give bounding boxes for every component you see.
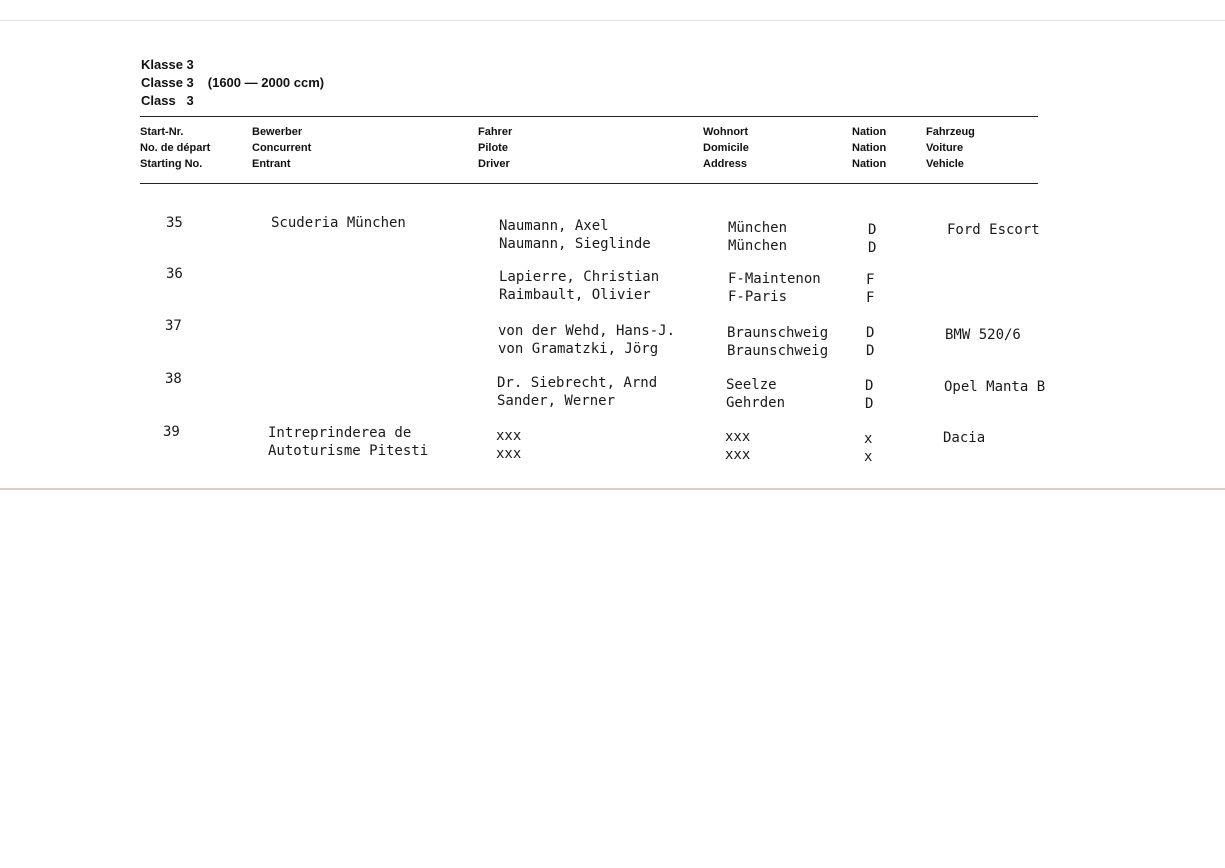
header-bottom-rule xyxy=(140,183,1038,184)
addresses xyxy=(726,376,785,412)
drivers xyxy=(499,217,651,253)
column-header-de: Bewerber xyxy=(252,126,303,138)
nation: x xyxy=(864,449,873,465)
column-header-start-no xyxy=(140,124,210,172)
driver-name: Raimbault, Olivier xyxy=(499,287,651,303)
nations xyxy=(868,221,876,257)
entrant xyxy=(271,214,406,232)
entrant-line: Autoturisme Pitesti xyxy=(268,443,429,459)
start-number: 39 xyxy=(163,424,180,440)
driver-name: Dr. Siebrecht, Arnd xyxy=(497,375,658,391)
column-header-de: Start-Nr. xyxy=(140,126,184,138)
column-header-fr: Domicile xyxy=(703,142,749,154)
column-header-en: Vehicle xyxy=(926,158,964,170)
start-number: 35 xyxy=(166,215,183,231)
drivers xyxy=(497,374,657,410)
driver-name: xxx xyxy=(496,428,522,444)
address: Gehrden xyxy=(726,395,786,411)
vehicle: Dacia xyxy=(943,430,986,446)
nations xyxy=(864,430,872,466)
address: xxx xyxy=(725,429,751,445)
nation: F xyxy=(866,290,875,306)
column-header-fr: Pilote xyxy=(478,142,508,154)
entrant xyxy=(268,424,428,460)
column-header-address xyxy=(703,124,749,172)
start-number: 36 xyxy=(166,266,183,282)
class-heading-en: Class 3 xyxy=(141,93,194,108)
column-header-fr: Nation xyxy=(852,142,887,154)
driver-name: Lapierre, Christian xyxy=(499,269,660,285)
class-heading-range: (1600 — 2000 ccm) xyxy=(207,75,325,90)
drivers xyxy=(499,268,659,304)
driver-name: von Gramatzki, Jörg xyxy=(498,341,659,357)
address: München xyxy=(728,238,788,254)
column-header-de: Nation xyxy=(852,126,887,138)
column-header-de: Fahrer xyxy=(478,126,513,138)
column-header-nation xyxy=(852,124,886,172)
addresses xyxy=(728,219,787,255)
column-header-vehicle xyxy=(926,124,975,172)
driver-name: Naumann, Sieglinde xyxy=(499,236,651,252)
nation: D xyxy=(866,325,875,341)
nations xyxy=(866,324,874,360)
address: Braunschweig xyxy=(727,343,829,359)
class-heading-de: Klasse 3 xyxy=(141,57,194,72)
address: Seelze xyxy=(726,377,777,393)
drivers xyxy=(498,322,675,358)
driver-name: xxx xyxy=(496,446,522,462)
address: München xyxy=(728,220,788,236)
vehicle: Opel Manta B xyxy=(944,379,1046,395)
nations xyxy=(866,271,874,307)
driver-name: Naumann, Axel xyxy=(499,218,609,234)
class-heading-fr xyxy=(141,74,324,92)
address: F-Paris xyxy=(728,289,788,305)
column-header-en: Address xyxy=(703,158,748,170)
entrant-line: Scuderia München xyxy=(271,215,406,231)
vehicle: Ford Escort xyxy=(947,222,1040,238)
address: xxx xyxy=(725,447,751,463)
column-header-fr: Voiture xyxy=(926,142,964,154)
class-heading-fr-label: Classe 3 xyxy=(141,75,194,90)
column-header-fr: No. de départ xyxy=(140,142,211,154)
nations xyxy=(865,377,873,413)
addresses xyxy=(725,428,750,464)
column-header-en: Starting No. xyxy=(140,158,203,170)
nation: x xyxy=(864,431,873,447)
page-fold-line xyxy=(0,488,1225,490)
nation: D xyxy=(865,378,874,394)
column-header-en: Entrant xyxy=(252,158,291,170)
nation: D xyxy=(868,240,877,256)
column-header-fr: Concurrent xyxy=(252,142,312,154)
header-top-rule xyxy=(140,116,1038,117)
class-heading xyxy=(141,56,324,110)
address: F-Maintenon xyxy=(728,271,821,287)
nation: D xyxy=(868,222,877,238)
column-header-driver xyxy=(478,124,512,172)
page-top-edge xyxy=(0,20,1225,21)
driver-name: von der Wehd, Hans-J. xyxy=(498,323,676,339)
addresses xyxy=(728,270,821,306)
driver-name: Sander, Werner xyxy=(497,393,616,409)
vehicle: BMW 520/6 xyxy=(945,327,1021,343)
column-header-de: Wohnort xyxy=(703,126,749,138)
start-number: 37 xyxy=(165,318,182,334)
addresses xyxy=(727,324,828,360)
drivers xyxy=(496,427,521,463)
column-header-de: Fahrzeug xyxy=(926,126,975,138)
column-header-en: Driver xyxy=(478,158,510,170)
start-number: 38 xyxy=(165,371,182,387)
column-header-entrant xyxy=(252,124,311,172)
nation: D xyxy=(865,396,874,412)
entrant-line: Intreprinderea de xyxy=(268,425,412,441)
address: Braunschweig xyxy=(727,325,829,341)
column-header-en: Nation xyxy=(852,158,887,170)
nation: F xyxy=(866,272,875,288)
nation: D xyxy=(866,343,875,359)
